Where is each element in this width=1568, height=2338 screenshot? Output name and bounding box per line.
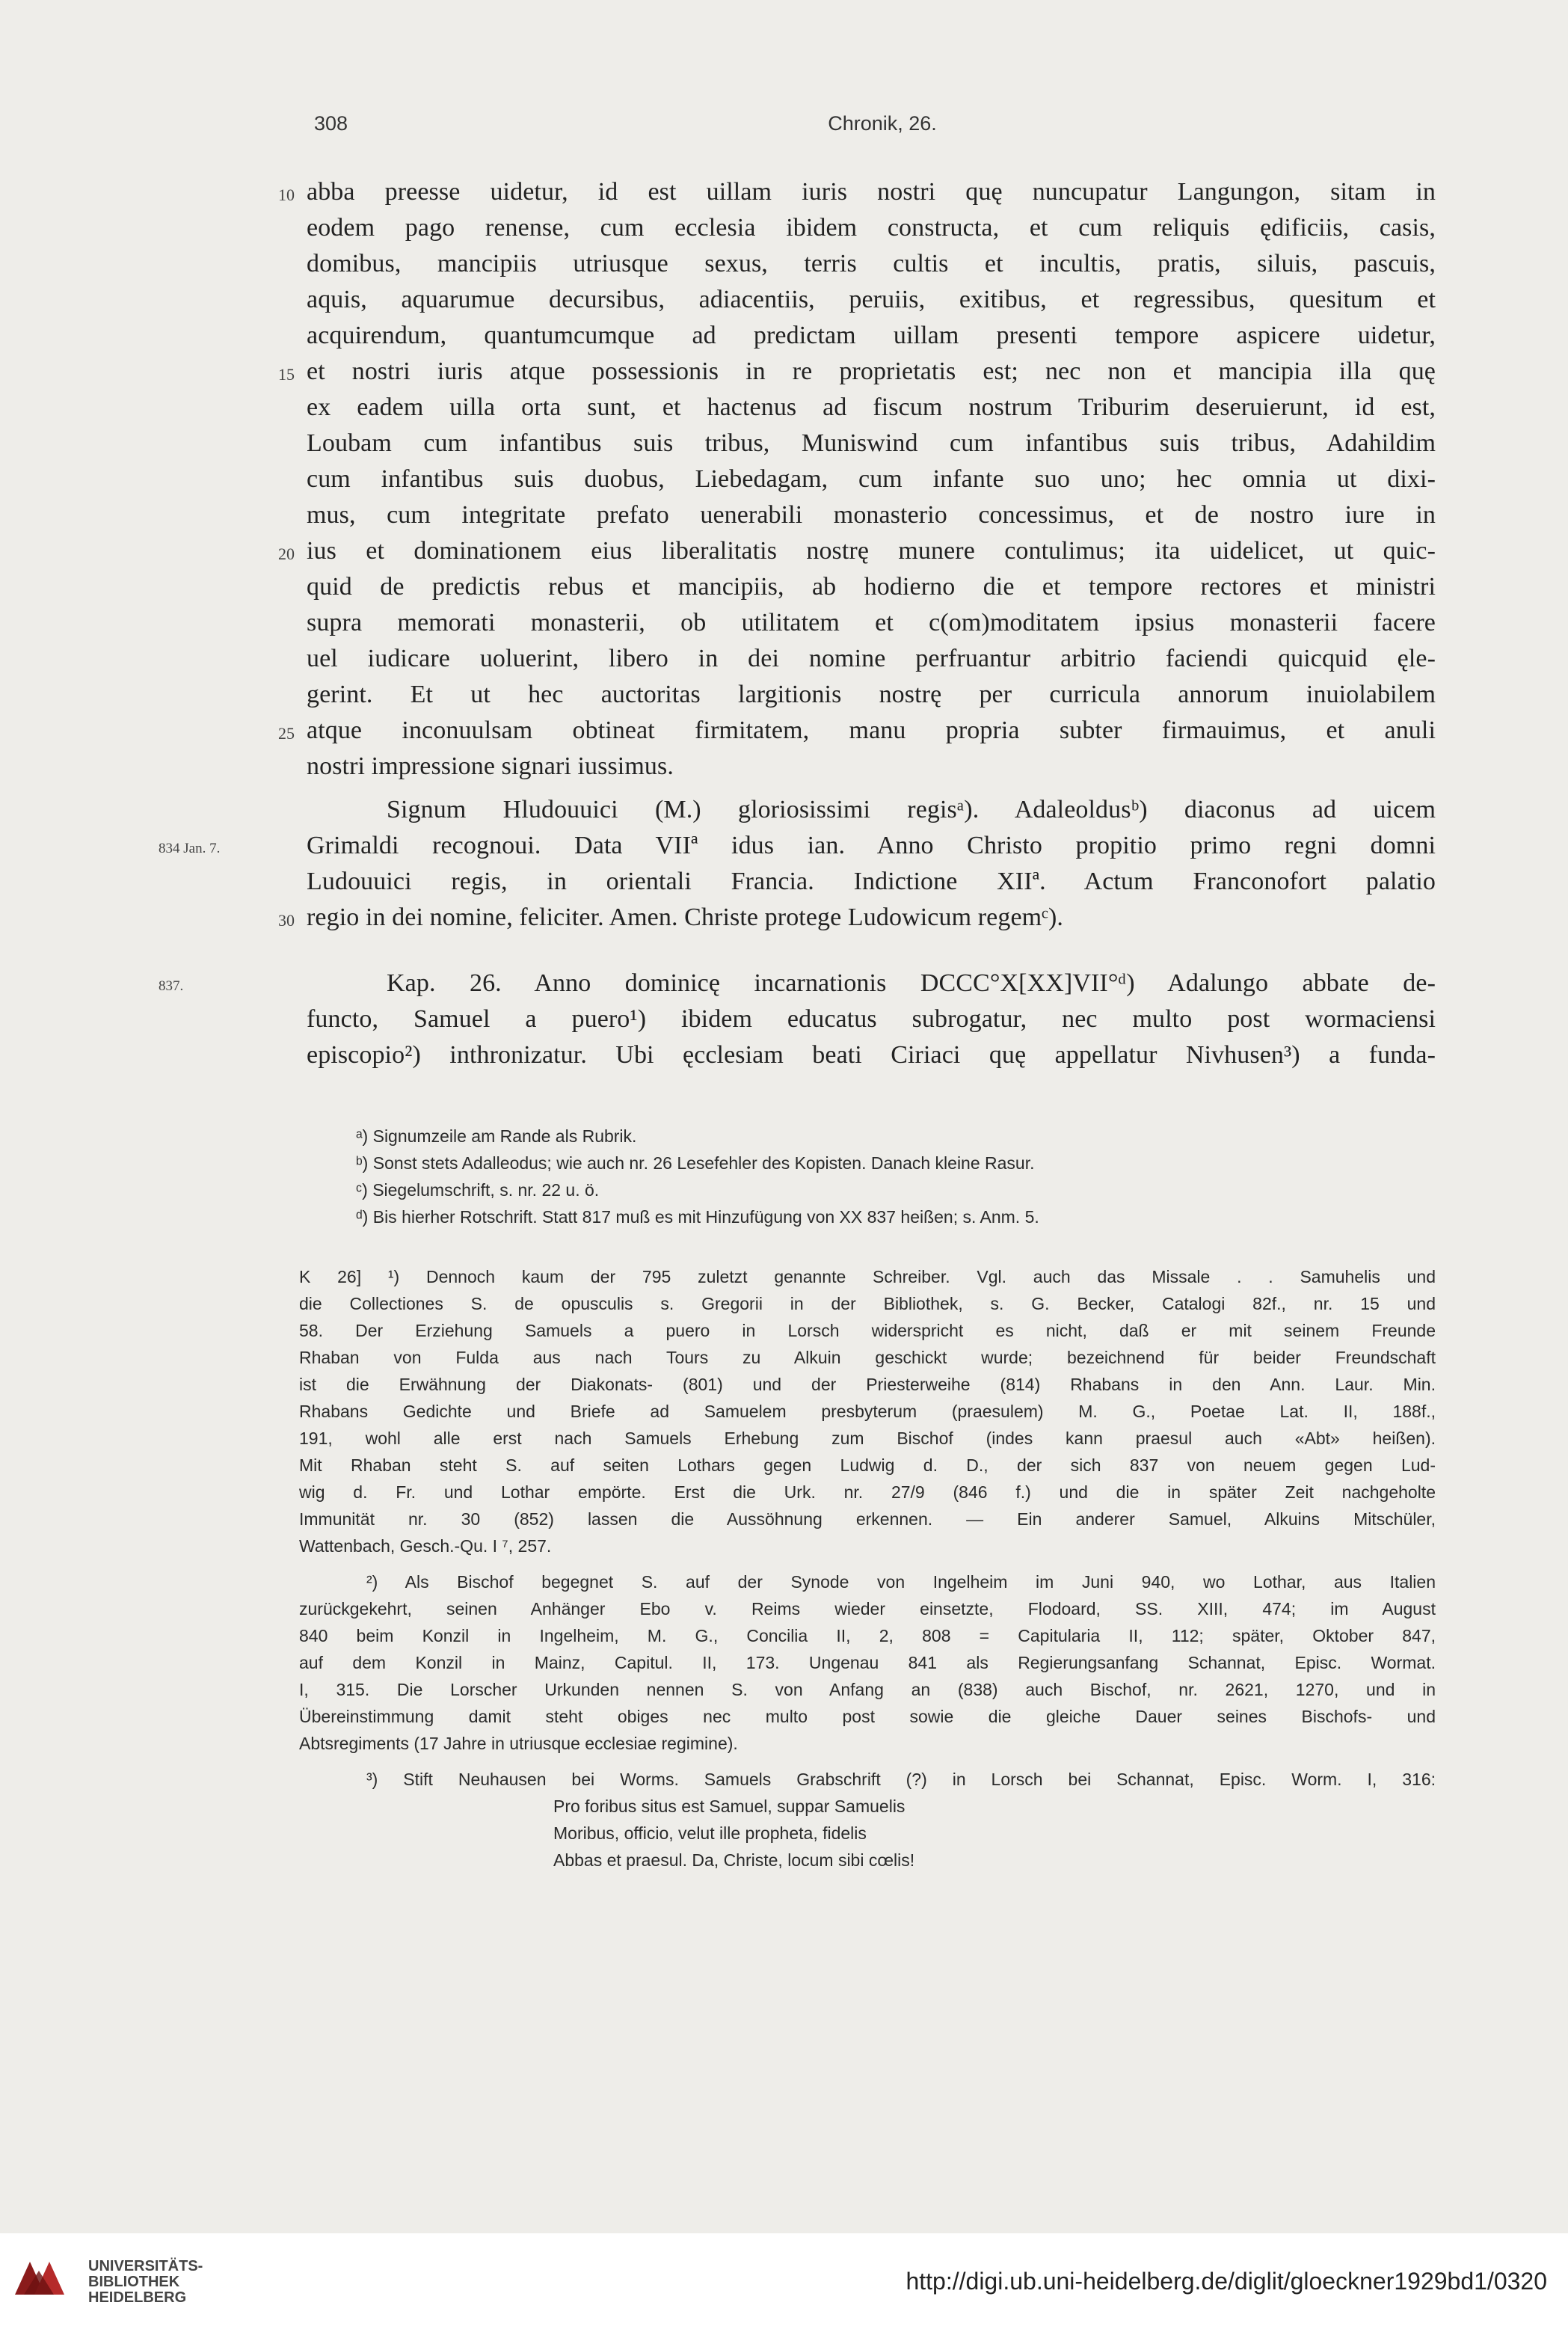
footnote: ᶜ) Siegelumschrift, s. nr. 22 u. ö. xyxy=(356,1180,600,1200)
text-line: Loubam cum infantibus suis tribus, Muniswind cum infantibus suis tribus, Adahildim xyxy=(307,429,1436,457)
source-url-link[interactable]: http://digi.ub.uni-heidelberg.de/diglit/gloeckner1929bd1/0320 xyxy=(906,2268,1547,2295)
text-line: aquis, aquarumue decursibus, adiacentiis, peruiis, exitibus, et regressibus, quesitum et xyxy=(307,286,1436,313)
commentary-line: Übereinstimmung damit steht obiges nec multo post sowie die gleiche Dauer seines Bischofs- und xyxy=(299,1707,1436,1726)
text-line: Grimaldi recognoui. Data VIIª idus ian. Anno Christo propitio primo regni domni xyxy=(307,832,1436,859)
line-number: 20 xyxy=(278,544,295,563)
university-library-logo xyxy=(9,2248,76,2316)
line-number: 15 xyxy=(278,365,295,384)
text-line: gerint. Et ut hec auctoritas largitionis nostrę per curricula annorum inuiolabilem xyxy=(307,681,1436,708)
commentary-line: 58. Der Erziehung Samuels a puero in Lorsch widerspricht es nicht, daß er mit seinem Freunde xyxy=(299,1321,1436,1340)
line-number: 30 xyxy=(278,911,295,930)
text-line: Signum Hludouuici (M.) gloriosissimi regisᵃ). Adaleoldusᵇ) diaconus ad uicem xyxy=(387,796,1436,823)
verse-line: Moribus, officio, velut ille propheta, fidelis xyxy=(553,1823,867,1843)
text-line: abba preesse uidetur, id est uillam iuris nostri quę nuncupatur Langungon, sitam in xyxy=(307,178,1436,206)
line-number: 10 xyxy=(278,185,295,204)
margin-date: 837. xyxy=(159,978,184,994)
text-line: Kap. 26. Anno dominicę incarnationis DCCC°X[XX]VII°ᵈ) Adalungo abbate de- xyxy=(387,969,1436,997)
commentary-line: 191, wohl alle erst nach Samuels Erhebung zum Bischof (indes kann praesul auch «Abt» heißen). xyxy=(299,1429,1436,1448)
commentary-line: zurückgekehrt, seinen Anhänger Ebo v. Reims wieder einsetzte, Flodoard, SS. XIII, 474; im August xyxy=(299,1599,1436,1619)
text-line: uel iudicare uoluerint, libero in dei nomine perfruantur arbitrio faciendi quicquid ęle- xyxy=(307,645,1436,672)
page-header xyxy=(314,112,1451,142)
text-line: ex eadem uilla orta sunt, et hactenus ad fiscum nostrum Triburim deseruierunt, id est, xyxy=(307,393,1436,421)
commentary-line: Mit Rhaban steht S. auf seiten Lothars gegen Ludwig d. D., der sich 837 von neuem gegen Lud- xyxy=(299,1455,1436,1475)
library-footer xyxy=(0,2233,1568,2338)
page-number: 308 xyxy=(314,112,348,135)
commentary-line: auf dem Konzil in Mainz, Capitul. II, 173. Ungenau 841 als Regierungsanfang Schannat, Episc. Wormat. xyxy=(299,1653,1436,1672)
text-line: regio in dei nomine, feliciter. Amen. Christe protege Ludowicum regemᶜ). xyxy=(307,903,1064,931)
margin-date: 834 Jan. 7. xyxy=(159,841,221,856)
commentary-line: Rhaban von Fulda aus nach Tours zu Alkuin geschickt wurde; bezeichnend für beider Freundschaft xyxy=(299,1348,1436,1367)
commentary-line: ³) Stift Neuhausen bei Worms. Samuels Grabschrift (?) in Lorsch bei Schannat, Episc. Worm. I, 316: xyxy=(366,1770,1436,1789)
text-line: functo, Samuel a puero¹) ibidem educatus subrogatur, nec multo post wormaciensi xyxy=(307,1005,1436,1033)
text-line: atque inconuulsam obtineat firmitatem, manu propria subter firmauimus, et anuli xyxy=(307,717,1436,744)
text-line: domibus, mancipiis utriusque sexus, terris cultis et incultis, pratis, siluis, pascuis, xyxy=(307,250,1436,277)
commentary-line: ²) Als Bischof begegnet S. auf der Synode von Ingelheim im Juni 940, wo Lothar, aus Italien xyxy=(366,1572,1436,1592)
commentary-line: Immunität nr. 30 (852) lassen die Aussöhnung erkennen. — Ein anderer Samuel, Alkuins Mitschüler, xyxy=(299,1509,1436,1529)
footnote: ᵈ) Bis hierher Rotschrift. Statt 817 muß es mit Hinzufügung von XX 837 heißen; s. Anm. 5. xyxy=(356,1207,1039,1227)
text-line: episcopio²) inthronizatur. Ubi ęcclesiam beati Ciriaci quę appellatur Nivhusen³) a funda- xyxy=(307,1041,1436,1069)
commentary-line: 840 beim Konzil in Ingelheim, M. G., Concilia II, 2, 808 = Capitularia II, 112; später, Oktober 847, xyxy=(299,1626,1436,1645)
commentary-line: die Collectiones S. de opusculis s. Gregorii in der Bibliothek, s. G. Becker, Catalogi 82f., nr. 15 und xyxy=(299,1294,1436,1313)
text-line: acquirendum, quantumcumque ad predictam uillam presenti tempore aspicere uidetur, xyxy=(307,322,1436,349)
commentary-line: K 26] ¹) Dennoch kaum der 795 zuletzt genannte Schreiber. Vgl. auch das Missale . . Samuhelis und xyxy=(299,1267,1436,1286)
text-line: cum infantibus suis duobus, Liebedagam, cum infante suo uno; hec omnia ut dixi- xyxy=(307,465,1436,493)
library-name: UNIVERSITÄTS- BIBLIOTHEK HEIDELBERG xyxy=(88,2258,203,2306)
footnote: ᵃ) Signumzeile am Rande als Rubrik. xyxy=(356,1126,637,1146)
commentary-line: Wattenbach, Gesch.-Qu. I ⁷, 257. xyxy=(299,1536,552,1556)
footnote: ᵇ) Sonst stets Adalleodus; wie auch nr. 26 Lesefehler des Kopisten. Danach kleine Rasur. xyxy=(356,1153,1035,1173)
commentary-line: ist die Erwähnung der Diakonats- (801) und der Priesterweihe (814) Rhabans in den Ann. Laur. Min. xyxy=(299,1375,1436,1394)
verse-line: Pro foribus situs est Samuel, suppar Samuelis xyxy=(553,1797,906,1816)
line-number: 25 xyxy=(278,724,295,743)
text-line: nostri impressione signari iussimus. xyxy=(307,752,674,780)
verse-line: Abbas et praesul. Da, Christe, locum sibi cœlis! xyxy=(553,1850,915,1870)
commentary-line: Rhabans Gedichte und Briefe ad Samuelem presbyterum (praesulem) M. G., Poetae Lat. II, 188f., xyxy=(299,1402,1436,1421)
running-title: Chronik, 26. xyxy=(828,112,937,135)
commentary-line: Abtsregiments (17 Jahre in utriusque ecclesiae regimine). xyxy=(299,1734,738,1753)
text-line: et nostri iuris atque possessionis in re proprietatis est; nec non et mancipia illa quę xyxy=(307,358,1436,385)
text-line: ius et dominationem eius liberalitatis nostrę munere contulimus; ita uidelicet, ut quic- xyxy=(307,537,1436,565)
text-line: eodem pago renense, cum ecclesia ibidem constructa, et cum reliquis ędificiis, casis, xyxy=(307,214,1436,242)
text-line: quid de predictis rebus et mancipiis, ab hodierno die et tempore rectores et ministri xyxy=(307,573,1436,601)
commentary-line: I, 315. Die Lorscher Urkunden nennen S. von Anfang an (838) auch Bischof, nr. 2621, 1270, und in xyxy=(299,1680,1436,1699)
text-line: Ludouuici regis, in orientali Francia. Indictione XIIª. Actum Franconofort palatio xyxy=(307,868,1436,895)
text-line: mus, cum integritate prefato uenerabili monasterio concessimus, et de nostro iure in xyxy=(307,501,1436,529)
text-line: supra memorati monasterii, ob utilitatem et c(om)moditatem ipsius monasterii facere xyxy=(307,609,1436,636)
commentary-line: wig d. Fr. und Lothar empörte. Erst die Urk. nr. 27/9 (846 f.) und die in später Zeit nachgeholte xyxy=(299,1482,1436,1502)
